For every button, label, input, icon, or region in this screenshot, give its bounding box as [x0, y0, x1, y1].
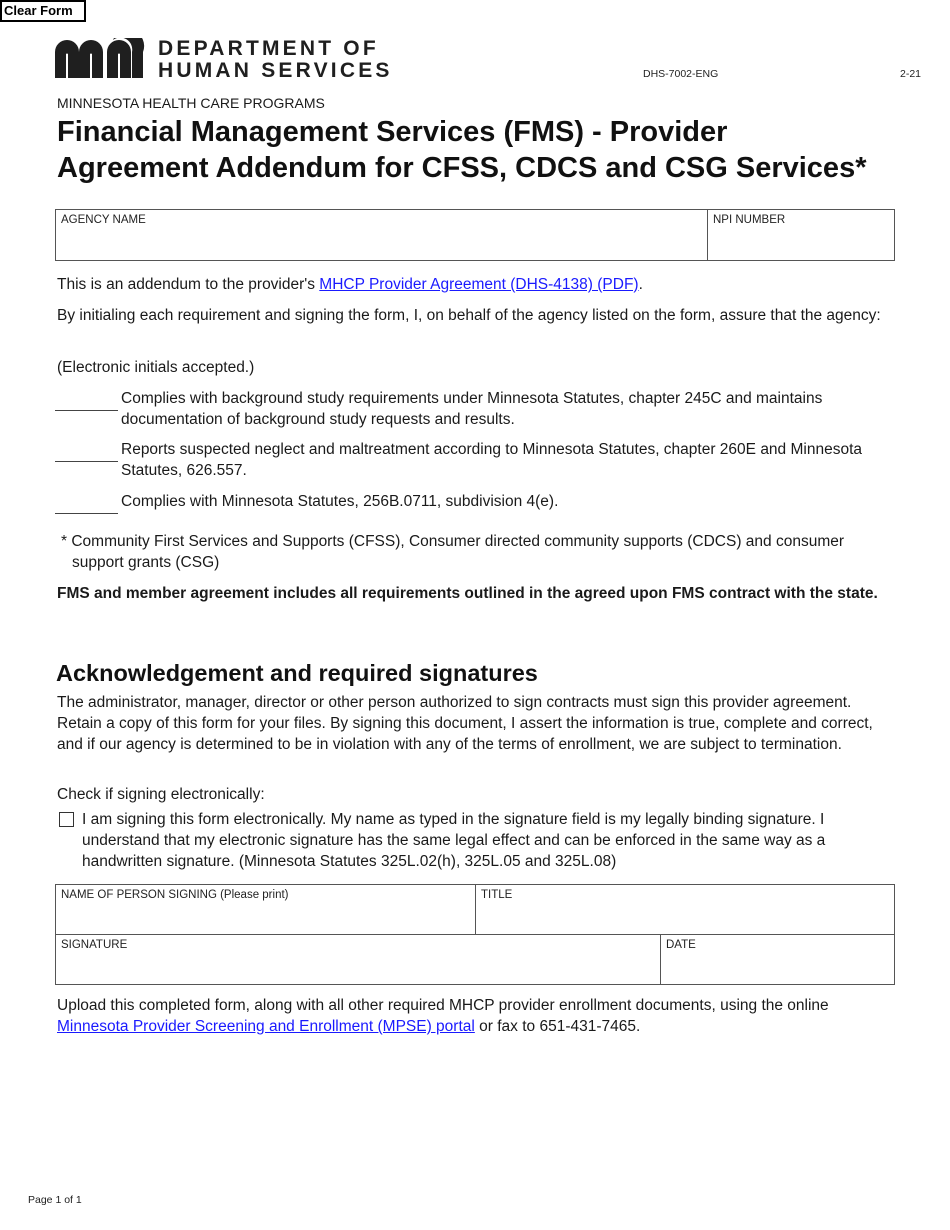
agency-table	[55, 209, 895, 261]
sign-electronically-checkbox[interactable]	[59, 812, 74, 827]
agency-name-field[interactable]	[56, 210, 708, 261]
title-line-1: Financial Management Services (FMS) - Provider	[57, 116, 728, 148]
upload-prefix: Upload this completed form, along with all other required MHCP provider enrollment documents, using the online	[57, 997, 829, 1014]
name-of-person-field[interactable]	[56, 885, 476, 935]
upload-instructions	[57, 995, 897, 1037]
npi-number-field[interactable]	[708, 210, 895, 261]
requirement-2: Reports suspected neglect and maltreatment according to Minnesota Statutes, chapter 260E and Minnesota Statutes, 626.557.	[121, 441, 862, 479]
electronic-initials-note: (Electronic initials accepted.)	[57, 359, 255, 376]
provider-agreement-link[interactable]: MHCP Provider Agreement (DHS-4138) (PDF)	[319, 276, 639, 293]
addendum-intro	[57, 274, 897, 295]
logo-line-2: HUMAN SERVICES	[158, 59, 393, 82]
signature-table	[55, 884, 895, 985]
fms-statement: FMS and member agreement includes all requirements outlined in the agreed upon FMS contract with the state.	[57, 585, 878, 602]
logo-line-1: DEPARTMENT OF	[158, 37, 379, 60]
name-of-person-label: NAME OF PERSON SIGNING (Please print)	[61, 889, 289, 901]
signature-label: SIGNATURE	[61, 939, 128, 951]
program-name: MINNESOTA HEALTH CARE PROGRAMS	[57, 95, 325, 111]
title-field[interactable]	[476, 885, 895, 935]
mn-logo	[55, 38, 145, 80]
initials-field-3[interactable]	[55, 513, 118, 514]
page-number: Page 1 of 1	[28, 1194, 82, 1206]
addendum-prefix: This is an addendum to the provider's	[57, 276, 320, 293]
npi-number-label: NPI NUMBER	[713, 214, 786, 226]
initialing-text: By initialing each requirement and signing the form, I, on behalf of the agency listed on the form, assure that the agency:	[57, 307, 881, 324]
signature-field[interactable]	[56, 935, 661, 985]
agency-name-label: AGENCY NAME	[61, 214, 146, 226]
clear-form-button[interactable]: Clear Form	[0, 0, 86, 22]
upload-suffix: or fax to 651-431-7465.	[474, 1018, 641, 1035]
electronic-signature-statement: I am signing this form electronically. My name as typed in the signature field is my legally binding signature. I understand that my electronic signature has the same legal effect and can be enforced in the same way as a handwritten signature. (Minnesota Statutes 325L.02(h), 325L.05 and 325L.08)	[82, 811, 826, 870]
footnote-text: * Community First Services and Supports (CFSS), Consumer directed community supports (CDCS) and consumer support grants (CSG)	[61, 533, 845, 571]
title-line-2: Agreement Addendum for CFSS, CDCS and CSG Services*	[57, 152, 867, 184]
title-label: TITLE	[481, 889, 513, 901]
footnote	[57, 531, 857, 573]
date-field[interactable]	[661, 935, 895, 985]
form-date: 2-21	[900, 68, 922, 80]
form-number: DHS-7002-ENG	[643, 68, 719, 80]
page-title	[57, 114, 917, 186]
check-prompt: Check if signing electronically:	[57, 786, 265, 803]
initials-field-2[interactable]	[55, 461, 118, 462]
initials-field-1[interactable]	[55, 410, 118, 411]
addendum-suffix: .	[638, 276, 643, 293]
acknowledgement-paragraph: The administrator, manager, director or other person authorized to sign contracts must sign this provider agreement. Retain a copy of this form for your files. By signing this document, I assert the information is true, complete and correct, and if our agency is determined to be in violation with any of the terms of enrollment, we are subject to termination.	[57, 694, 873, 753]
mpse-portal-link[interactable]: Minnesota Provider Screening and Enrollment (MPSE) portal	[57, 1018, 475, 1035]
date-label: DATE	[666, 939, 696, 951]
requirement-1: Complies with background study requirements under Minnesota Statutes, chapter 245C and maintains documentation of background study requests and results.	[121, 390, 823, 428]
requirement-3: Complies with Minnesota Statutes, 256B.0711, subdivision 4(e).	[121, 493, 559, 510]
acknowledgement-heading: Acknowledgement and required signatures	[56, 660, 538, 686]
